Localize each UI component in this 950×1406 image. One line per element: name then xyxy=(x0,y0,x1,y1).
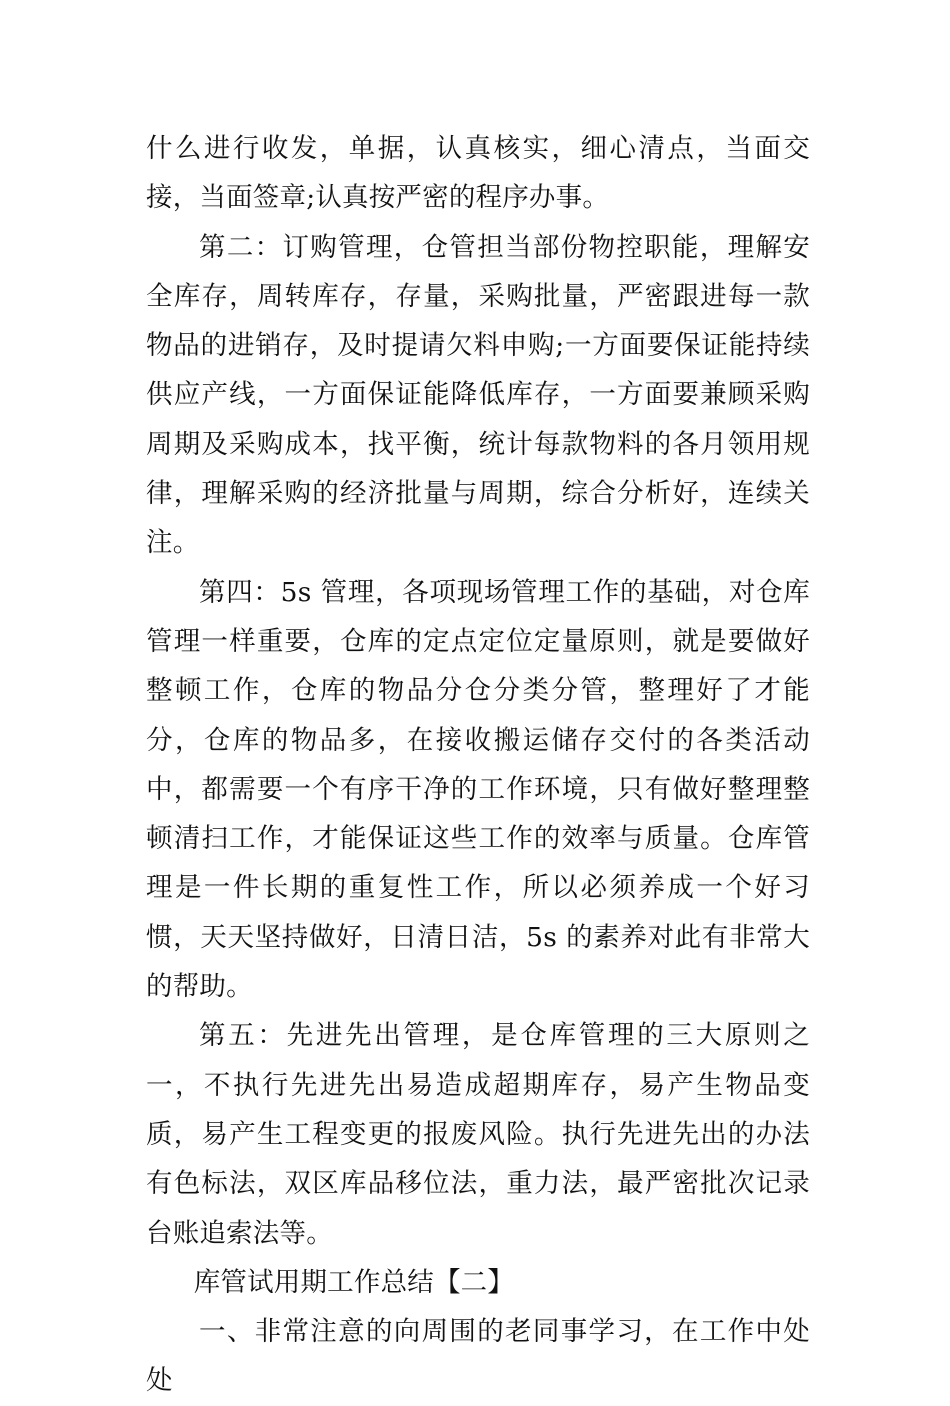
paragraph-learning: 一、非常注意的向周围的老同事学习，在工作中处处 xyxy=(146,1316,810,1397)
paragraph-continuation: 什么进行收发，单据，认真核实，细心清点，当面交接，当面签章;认真按严密的程序办事。 xyxy=(146,133,810,214)
section-heading: 库管试用期工作总结【二】 xyxy=(193,1266,515,1298)
document-body xyxy=(146,124,810,1406)
paragraph-ordering-management: 第二：订购管理，仓管担当部份物控职能，理解安全库存，周转库存，存量，采购批量，严密跟进每一款物品的进销存，及时提请欠料申购;一方面要保证能持续供应产线，一方面保证能降低库存，一方面要兼顾采购周期及采购成本，找平衡，统计每款物料的各月领用规律，理解采购的经济批量与周期，综合分析好，连续关注。 xyxy=(146,231,810,559)
paragraph-5s-management: 第四：5s 管理，各项现场管理工作的基础，对仓库管理一样重要，仓库的定点定位定量原则，就是要做好整顿工作，仓库的物品分仓分类分管，整理好了才能分，仓库的物品多，在接收搬运储存交付的各类活动中，都需要一个有序干净的工作环境，只有做好整理整顿清扫工作，才能保证这些工作的效率与质量。仓库管理是一件长期的重复性工作，所以必须养成一个好习惯，天天坚持做好，日清日洁，5s 的素养对此有非常大的帮助。 xyxy=(146,576,810,1003)
paragraph-fifo-management: 第五：先进先出管理，是仓库管理的三大原则之一，不执行先进先出易造成超期库存，易产生物品变质，易产生工程变更的报废风险。执行先进先出的办法有色标法，双区库品移位法，重力法，最严密批次记录台账追索法等。 xyxy=(146,1020,810,1249)
